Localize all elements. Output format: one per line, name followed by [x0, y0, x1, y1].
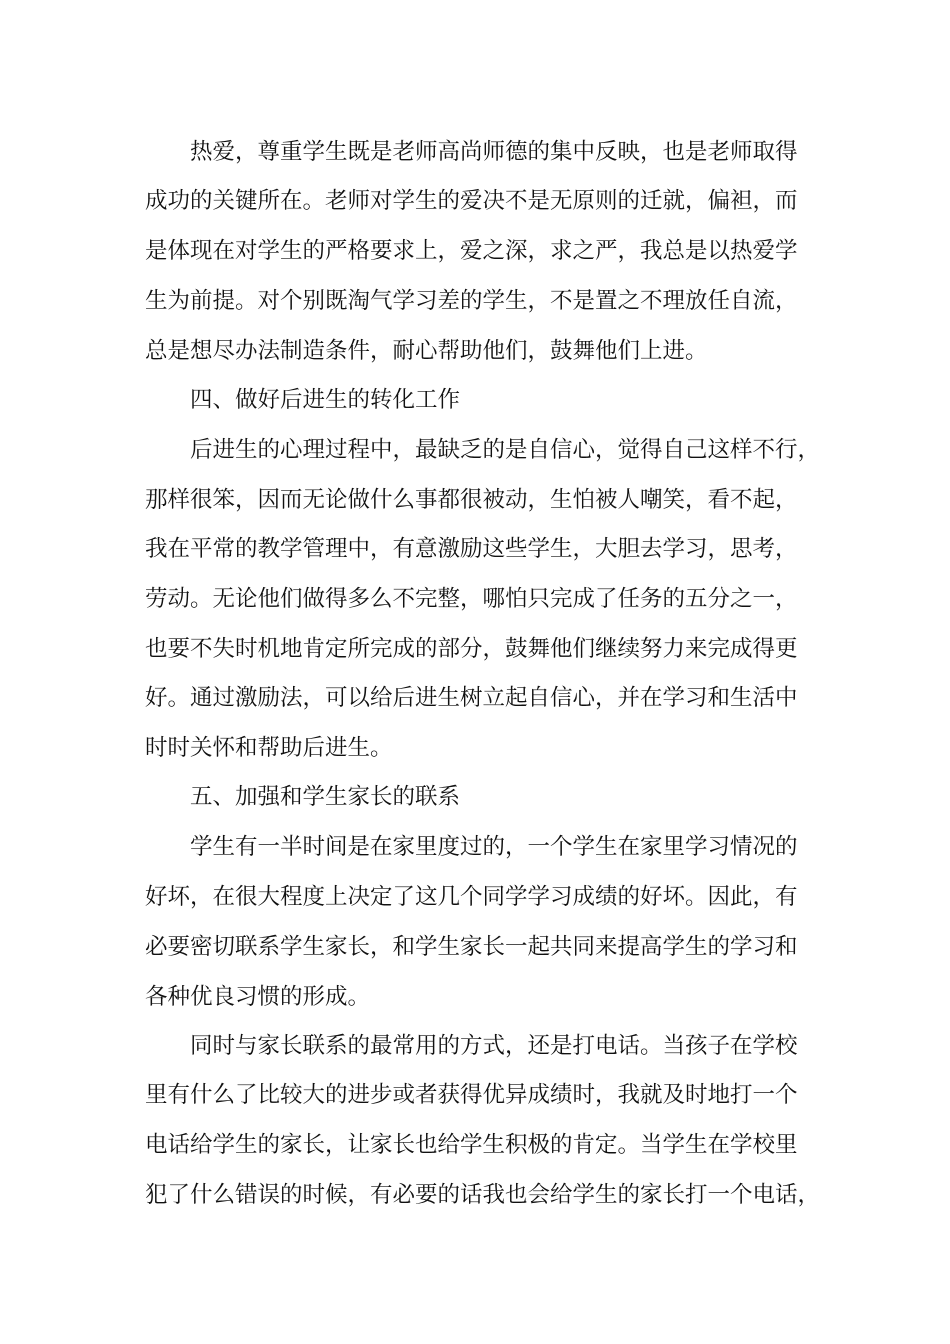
paragraph-underachievers-line: 好。通过激励法，可以给后进生树立起自信心，并在学习和生活中 [145, 685, 798, 711]
paragraph-respect-line: 成功的关键所在。老师对学生的爱决不是无原则的迁就，偏袒，而 [145, 188, 798, 214]
paragraph-parents-line: 学生有一半时间是在家里度过的，一个学生在家里学习情况的 [190, 834, 798, 860]
paragraph-phone-line: 犯了什么错误的时候，有必要的话我也会给学生的家长打一个电话， [145, 1182, 821, 1208]
paragraph-parents-line: 各种优良习惯的形成。 [145, 984, 371, 1010]
paragraph-respect-line: 生为前提。对个别既淘气学习差的学生，不是置之不理放任自流， [145, 288, 798, 314]
paragraph-parents-line: 必要密切联系学生家长，和学生家长一起共同来提高学生的学习和 [145, 934, 798, 960]
paragraph-respect-line: 是体现在对学生的严格要求上，爱之深，求之严，我总是以热爱学 [145, 238, 798, 264]
section-heading-five: 五、加强和学生家长的联系 [190, 784, 461, 810]
paragraph-phone-line: 里有什么了比较大的进步或者获得优异成绩时，我就及时地打一个 [145, 1082, 798, 1108]
paragraph-underachievers-line: 也要不失时机地肯定所完成的部分，鼓舞他们继续努力来完成得更 [145, 636, 798, 662]
paragraph-phone-line: 同时与家长联系的最常用的方式，还是打电话。当孩子在学校 [190, 1033, 798, 1059]
paragraph-phone-line: 电话给学生的家长，让家长也给学生积极的肯定。当学生在学校里 [145, 1132, 798, 1158]
section-heading-four: 四、做好后进生的转化工作 [190, 387, 461, 413]
paragraph-underachievers-line: 我在平常的教学管理中，有意激励这些学生，大胆去学习，思考， [145, 536, 798, 562]
paragraph-underachievers-line: 时时关怀和帮助后进生。 [145, 735, 393, 761]
paragraph-underachievers-line: 后进生的心理过程中，最缺乏的是自信心，觉得自己这样不行， [190, 437, 821, 463]
paragraph-underachievers-line: 劳动。无论他们做得多么不完整，哪怕只完成了任务的五分之一， [145, 586, 798, 612]
paragraph-parents-line: 好坏，在很大程度上决定了这几个同学学习成绩的好坏。因此，有 [145, 884, 798, 910]
paragraph-respect-line: 总是想尽办法制造条件，耐心帮助他们，鼓舞他们上进。 [145, 338, 708, 364]
paragraph-underachievers-line: 那样很笨，因而无论做什么事都很被动，生怕被人嘲笑，看不起， [145, 487, 798, 513]
paragraph-respect-line: 热爱，尊重学生既是老师高尚师德的集中反映，也是老师取得 [190, 139, 798, 165]
